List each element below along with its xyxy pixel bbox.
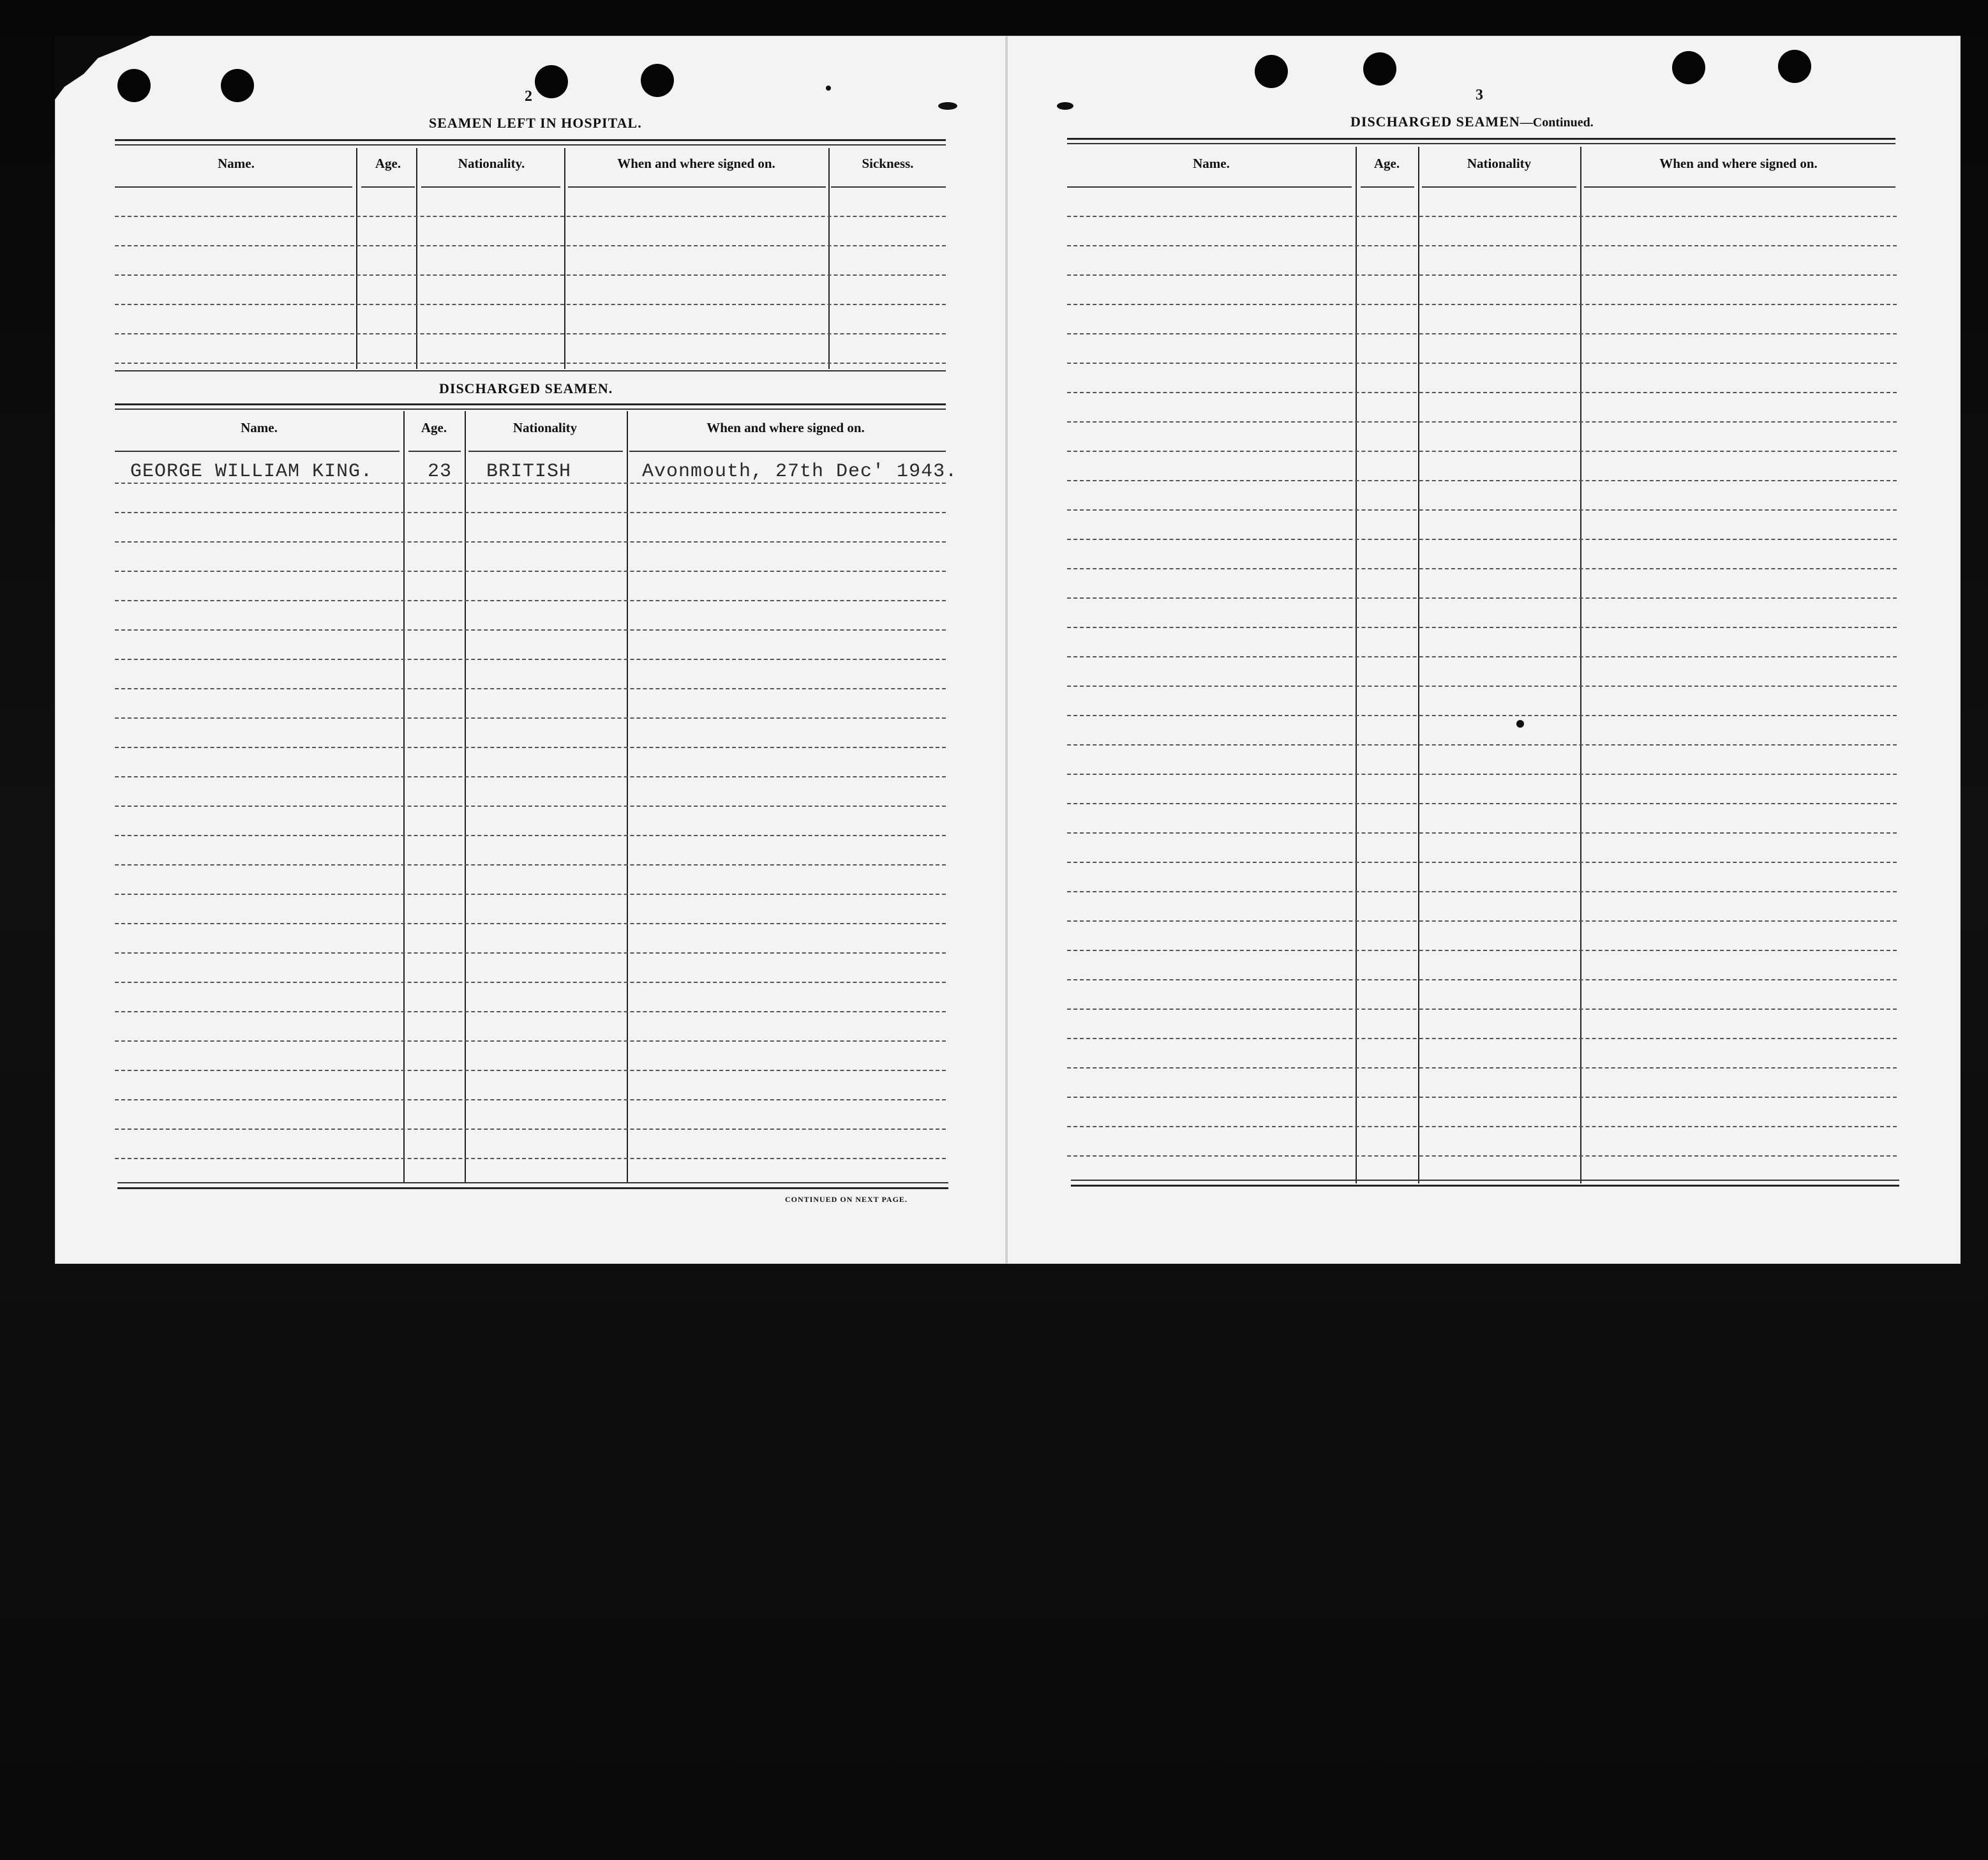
seaman-nationality: BRITISH — [486, 461, 572, 483]
punch-hole — [221, 69, 254, 102]
page-gutter — [1006, 36, 1008, 1264]
hospital-section-title: SEAMEN LEFT IN HOSPITAL. — [429, 115, 642, 131]
section-title-continued: —Continued. — [1520, 116, 1594, 130]
column-header-nationality: Nationality — [1467, 156, 1532, 171]
column-header-nationality: Nationality. — [458, 156, 525, 171]
ink-speck — [1057, 102, 1073, 110]
seaman-age: 23 — [428, 461, 452, 483]
column-header-age: Age. — [1373, 156, 1400, 171]
left-page — [55, 36, 1006, 1264]
seaman-name: GEORGE WILLIAM KING. — [130, 461, 373, 483]
column-header-name: Name. — [241, 420, 278, 435]
column-header-signed-on: When and where signed on. — [706, 420, 865, 435]
ink-speck — [1516, 720, 1524, 728]
continued-section-title — [1350, 114, 1594, 130]
column-header-age: Age. — [421, 420, 447, 435]
table-top-rule — [115, 139, 946, 141]
discharged-section-title: DISCHARGED SEAMEN. — [439, 380, 613, 396]
column-header-name: Name. — [1193, 156, 1230, 171]
ink-speck — [826, 86, 831, 91]
punch-hole — [1255, 55, 1288, 88]
column-header-nationality: Nationality — [512, 420, 578, 435]
ink-speck — [938, 102, 957, 110]
section-title-main: DISCHARGED SEAMEN — [1350, 114, 1520, 130]
continued-note: CONTINUED ON NEXT PAGE. — [785, 1195, 908, 1204]
page-number: 3 — [1476, 87, 1483, 103]
column-header-age: Age. — [375, 156, 401, 171]
column-header-signed-on: When and where signed on. — [617, 156, 775, 171]
punch-hole — [641, 64, 674, 97]
punch-hole — [1672, 51, 1705, 84]
punch-hole — [535, 65, 568, 98]
column-header-signed-on: When and where signed on. — [1659, 156, 1818, 171]
column-header-sickness: Sickness. — [862, 156, 914, 171]
seaman-signed-on: Avonmouth, 27th Dec' 1943. — [642, 461, 958, 483]
punch-hole — [1363, 52, 1396, 86]
page-number: 2 — [525, 88, 532, 105]
column-header-name: Name. — [218, 156, 255, 171]
right-page — [1007, 36, 1961, 1264]
punch-hole — [1778, 50, 1811, 83]
punch-hole — [117, 69, 151, 102]
